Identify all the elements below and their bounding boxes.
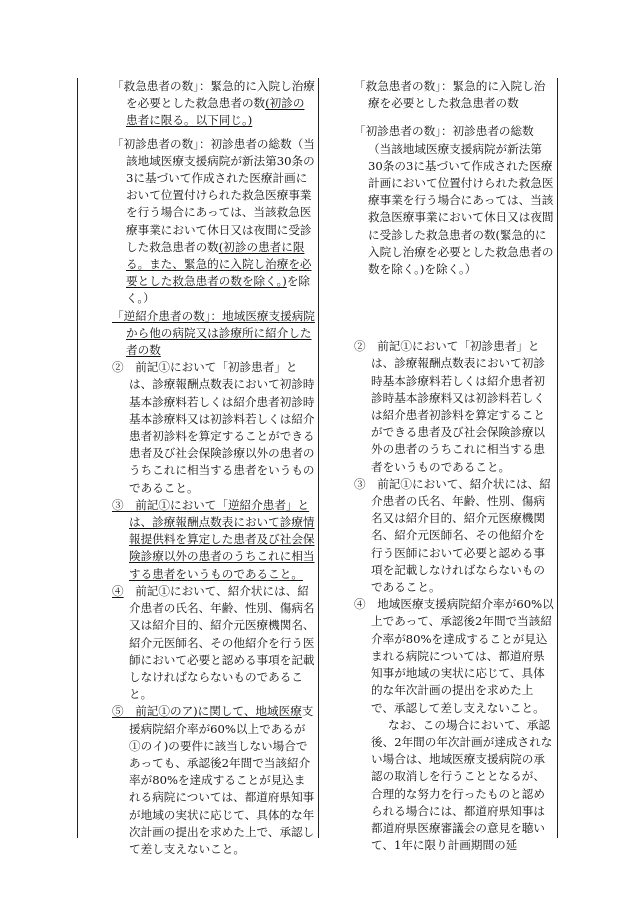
- definition-first-visit-patients: 「初診患者の数」：初診患者の総数（当該地域医療支援病院が新法第30条の3に基づいて作成された医療計画において位置付けられた救急医療事業を行う場合にあっては、当該救急医療事業において休日又は夜間に受診した救急患者の数(緊急的に入院し治療を必要とした救急患者の数を除く。)を除く。）: [354, 124, 554, 277]
- current-text-column: [354, 78, 554, 854]
- item-5-referral-rate: ⑤ 前記①のア)に関して、地域医療支援病院紹介率が60%以上であるが①のイ)の要件に該当しない場合であっても、承認後2年間で当該紹介率が80%を達成することが見込まれる病院については、都道府県知事が地域の実状に応じて、具体的な年次計画の提出を求めた上で、承認して差し支えないこと。: [112, 704, 315, 856]
- item-2-first-visit-patient: ② 前記①において「初診患者」とは、診療報酬点数表において初診時基本診療料若しくは紹介患者初診時基本診療料又は初診料若しくは紹介患者初診料を算定することができる患者及び社会保険診療以外の患者のうちこれに相当する患者をいうものであること。: [354, 339, 545, 474]
- item-3-referral-letter: ③ 前記①において、紹介状には、紹介患者の氏名、年齢、性別、傷病名又は紹介目的、紹介元医療機関名、紹介元医師名、その他紹介を行う医師において必要と認める事項を記載しなければならないものであること。: [354, 476, 551, 595]
- definition-emergency-patients: 「救急患者の数」：緊急的に入院し治療を必要とした救急患者の数(初診の患者に限る。以下同じ。): [112, 79, 315, 128]
- item-4-referral-rate: ④ 地域医療支援病院紹介率が60%以上であって、承認後2年間で当該紹介率が80%を達成することが見込まれる病院については、都道府県知事が地域の実状に応じて、具体的な年次計画の提出を求めた上で、承認して差し支えないこと。: [354, 597, 554, 715]
- definition-reverse-referral-count: 「逆紹介患者の数」：地域医療支援病院から他の病院又は診療所に紹介した者の数: [112, 308, 315, 358]
- right-border-line: [557, 78, 558, 838]
- center-divider-line: [318, 78, 319, 838]
- item-4-note: なお、この場合において、承認後、2年間の年次計画が達成されない場合は、地域医療支援病院の承認の取消しを行うこととなるが、合理的な努力を行ったものと認められる場合には、都道府県知事は都道府県医療審議会の意見を聴いて、1年に限り計画期間の延: [371, 717, 553, 853]
- definition-first-visit-patients: 「初診患者の数」：初診患者の総数（当該地域医療支援病院が新法第30条の3に基づいて作成された医療計画において位置付けられた救急医療事業を行う場合にあっては、当該救急医療事業において休日又は夜間に受診した救急患者の数(初診の患者に限る。また、緊急的に入院し治療を必要とした救急患者の数を除く。)を除く。）: [112, 136, 315, 306]
- definition-emergency-patients: 「救急患者の数」：緊急的に入院し治療を必要とした救急患者の数: [354, 79, 546, 111]
- left-border-line: [77, 78, 78, 838]
- item-2-first-visit-patient: ② 前記①において「初診患者」とは、診療報酬点数表において初診時基本診療料若しくは紹介患者初診時基本診療料又は初診料若しくは紹介患者初診料を算定することができる患者及び社会保険診療以外の患者のうちこれに相当する患者をいうものであること。: [112, 360, 315, 495]
- item-4-referral-letter: ④ 前記①において、紹介状には、紹介患者の氏名、年齢、性別、傷病名又は紹介目的、紹介元医療機関名、紹介元医師名、その他紹介を行う医師において必要と認める事項を記載しなければならないものであること。: [112, 583, 315, 702]
- revised-text-column: [112, 78, 315, 858]
- item-3-reverse-referral-patient: ③ 前記①において「逆紹介患者」とは、診療報酬点数表において診療情報提供料を算定した患者及び社会保険診療以外の患者のうちこれに相当する患者をいうものであること。: [112, 497, 315, 581]
